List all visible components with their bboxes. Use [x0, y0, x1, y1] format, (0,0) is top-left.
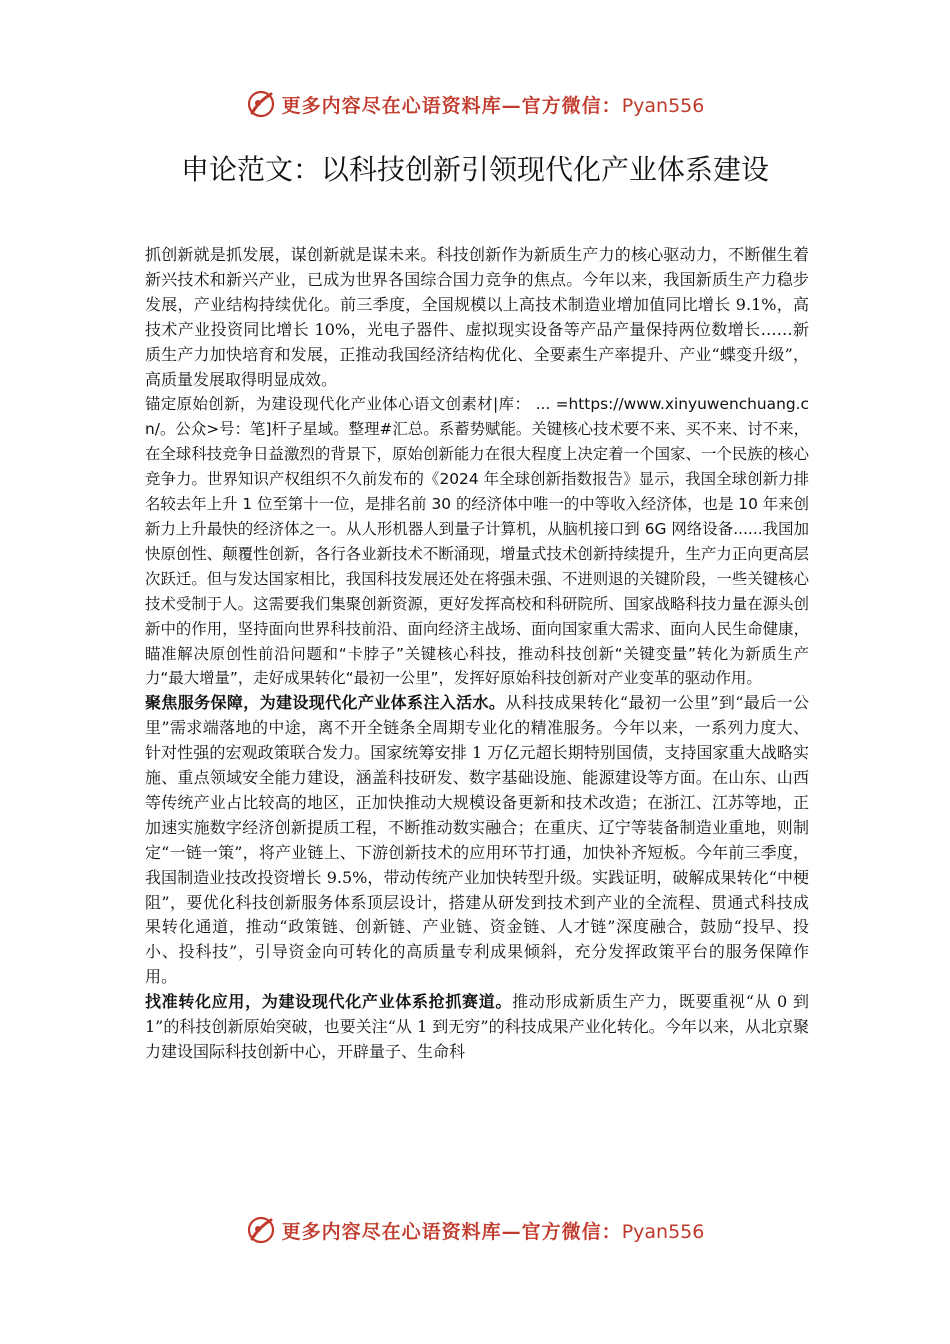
paragraph-4-heading: 找准转化应用，为建设现代化产业体系抢抓赛道。	[145, 992, 513, 1012]
wechat-id: Pyan556	[621, 1220, 705, 1243]
header-banner	[0, 84, 950, 124]
paragraph-3: 聚焦服务保障，为建设现代化产业体系注入活水。从科技成果转化“最初一公里”到“最后一公里”需求端落地的中途，离不开全链条全周期专业化的精准服务。今年以来，一系列力度大、针对性强的宏观政策联合发力。国家统筹安排 1 万亿元超长期特别国债，支持国家重大战略实施、重点领域安全能力建设，涵盖科技研发、数字基础设施、能源建设等方面。在山东、山西等传统产业占比较高的地区，正加快推动大规模设备更新和技术改造；在浙江、江苏等地，正加速实施数字经济创新提质工程，不断推动数实融合；在重庆、辽宁等装备制造业重地，则制定“一链一策”，将产业链上、下游创新技术的应用环节打通，加快补齐短板。今年前三季度，我国制造业技改投资增长 9.5%，带动传统产业加快转型升级。实践证明，破解成果转化“中梗阻”，要优化科技创新服务体系顶层设计，搭建从研发到技术到产业的全流程、贯通式科技成果转化通道，推动“政策链、创新链、产业链、资金链、人才链”深度融合，鼓励“投早、投小、投科技”，引导资金向可转化的高质量专利成果倾斜，充分发挥政策平台的服务保障作用。	[145, 693, 809, 987]
brush-logo-icon	[246, 89, 276, 119]
page-title: 申论范文：以科技创新引领现代化产业体系建设	[180, 153, 769, 186]
paragraph-1: 抓创新就是抓发展，谋创新就是谋未来。科技创新作为新质生产力的核心驱动力，不断催生着新兴技术和新兴产业，已成为世界各国综合国力竞争的焦点。今年以来，我国新质生产力稳步发展，产业结构持续优化。前三季度，全国规模以上高技术制造业增加值同比增长 9.1%，高技术产业投资同比增长 10%，光电子器件、虚拟现实设备等产品产量保持两位数增长……新质生产力加快培育和发展，正推动我国经济结构优化、全要素生产率提升、产业“蝶变升级”，高质量发展取得明显成效。	[145, 245, 809, 389]
brush-logo-icon	[246, 1215, 276, 1245]
banner-text: 更多内容尽在心语资料库—官方微信：Pyan556	[281, 94, 705, 117]
paragraph-3-heading: 聚焦服务保障，为建设现代化产业体系注入活水。	[145, 693, 506, 713]
banner-text: 更多内容尽在心语资料库—官方微信：Pyan556	[281, 1220, 705, 1243]
wechat-id: Pyan556	[621, 94, 705, 117]
paragraph-4: 找准转化应用，为建设现代化产业体系抢抓赛道。推动形成新质生产力，既要重视“从 0 到 1”的科技创新原始突破，也要关注“从 1 到无穷”的科技成果产业化转化。今年以来，从北京聚力建设国际科技创新中心，开辟量子、生命科	[145, 992, 809, 1061]
article-body	[145, 243, 809, 1065]
footer-banner	[0, 1210, 950, 1250]
paragraph-2: 锚定原始创新，为建设现代化产业体心语文创素材|库： ... =https://www.xinyuwenchuang.cn/。公众>号：笔]杆子星域。整理#汇总。系蓄势赋能。关键核心技术要不来、买不来、讨不来，在全球科技竞争日益激烈的背景下，原始创新能力在很大程度上决定着一个国家、一个民族的核心竞争力。世界知识产权组织不久前发布的《2024 年全球创新指数报告》显示，我国全球创新力排名较去年上升 1 位至第十一位，是排名前 30 的经济体中唯一的中等收入经济体，也是 10 年来创新力上升最快的经济体之一。从人形机器人到量子计算机，从脑机接口到 6G 网络设备......我国加快原创性、颠覆性创新，各行各业新技术不断涌现，增量式技术创新持续提升，生产力正向更高层次跃迁。但与发达国家相比，我国科技发展还处在将强未强、不进则退的关键阶段，一些关键核心技术受制于人。这需要我们集聚创新资源，更好发挥高校和科研院所、国家战略科技力量在源头创新中的作用，坚持面向世界科技前沿、面向经济主战场、面向国家重大需求、面向人民生命健康，瞄准解决原创性前沿问题和“卡脖子”关键核心科技，推动科技创新“关键变量”转化为新质生产力“最大增量”，走好成果转化“最初一公里”，发挥好原始科技创新对产业变革的驱动作用。	[145, 395, 809, 688]
